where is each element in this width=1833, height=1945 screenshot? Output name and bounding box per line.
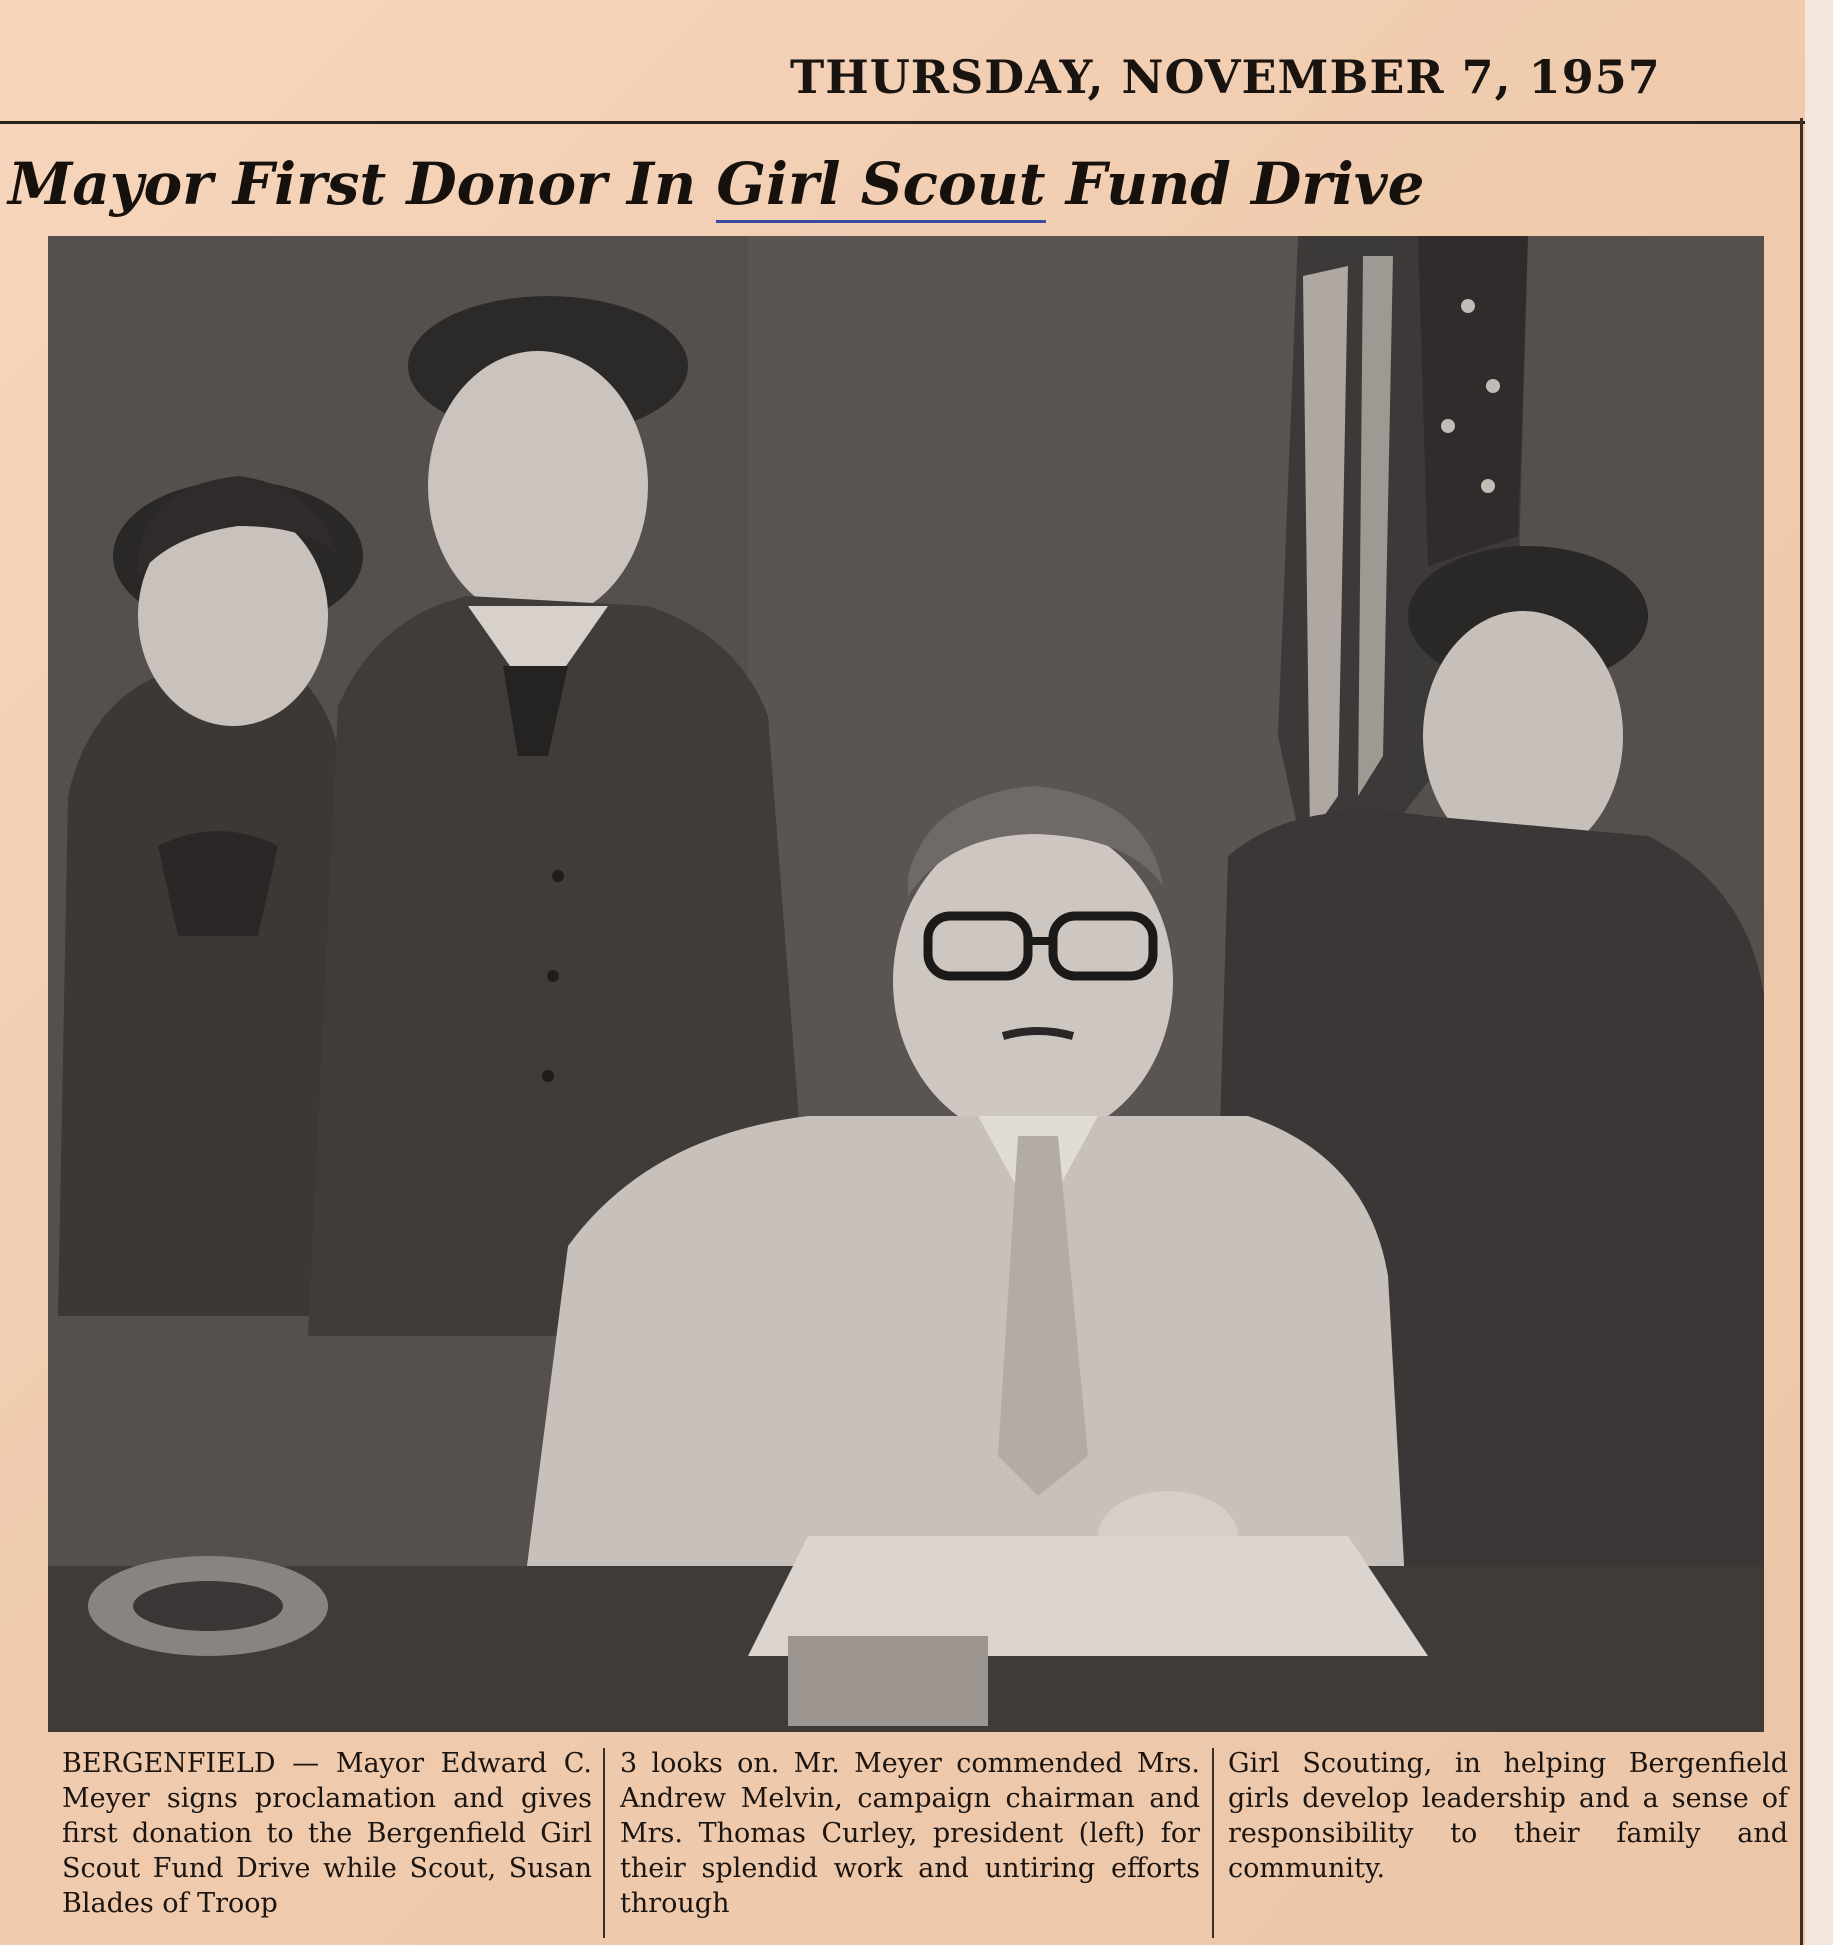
headline (8, 150, 1425, 218)
right-rule (1800, 118, 1803, 1945)
news-photo (48, 236, 1764, 1732)
scan-margin (1805, 0, 1833, 1945)
column-rule-2 (1212, 1748, 1214, 1938)
dateline: THURSDAY, NOVEMBER 7, 1957 (790, 50, 1661, 104)
column-rule-1 (603, 1748, 605, 1938)
caption-text-1: BERGENFIELD — Mayor Edward C. Meyer signs proclamation and gives first donation to the Bergenfield Girl Scout Fund Drive while Scout, Susan Blades of Troop (62, 1748, 592, 1919)
photo-illustration (48, 236, 1764, 1732)
caption-text-2: 3 looks on. Mr. Meyer commended Mrs. Andrew Melvin, campaign chairman and Mrs. Thomas Curley, president (left) for their splendid work and untiring efforts through (620, 1748, 1200, 1919)
headline-part-1: Mayor First Donor In (8, 150, 717, 218)
caption-column-1 (62, 1746, 592, 1921)
caption-column-2 (620, 1746, 1200, 1921)
headline-part-2: Fund Drive (1045, 150, 1425, 218)
headline-underlined: Girl Scout (716, 150, 1045, 223)
top-rule (0, 121, 1805, 124)
caption-text-3: Girl Scouting, in helping Bergenfield girls develop leadership and a sense of responsibility to their family and community. (1228, 1748, 1788, 1884)
caption-column-3 (1228, 1746, 1788, 1886)
